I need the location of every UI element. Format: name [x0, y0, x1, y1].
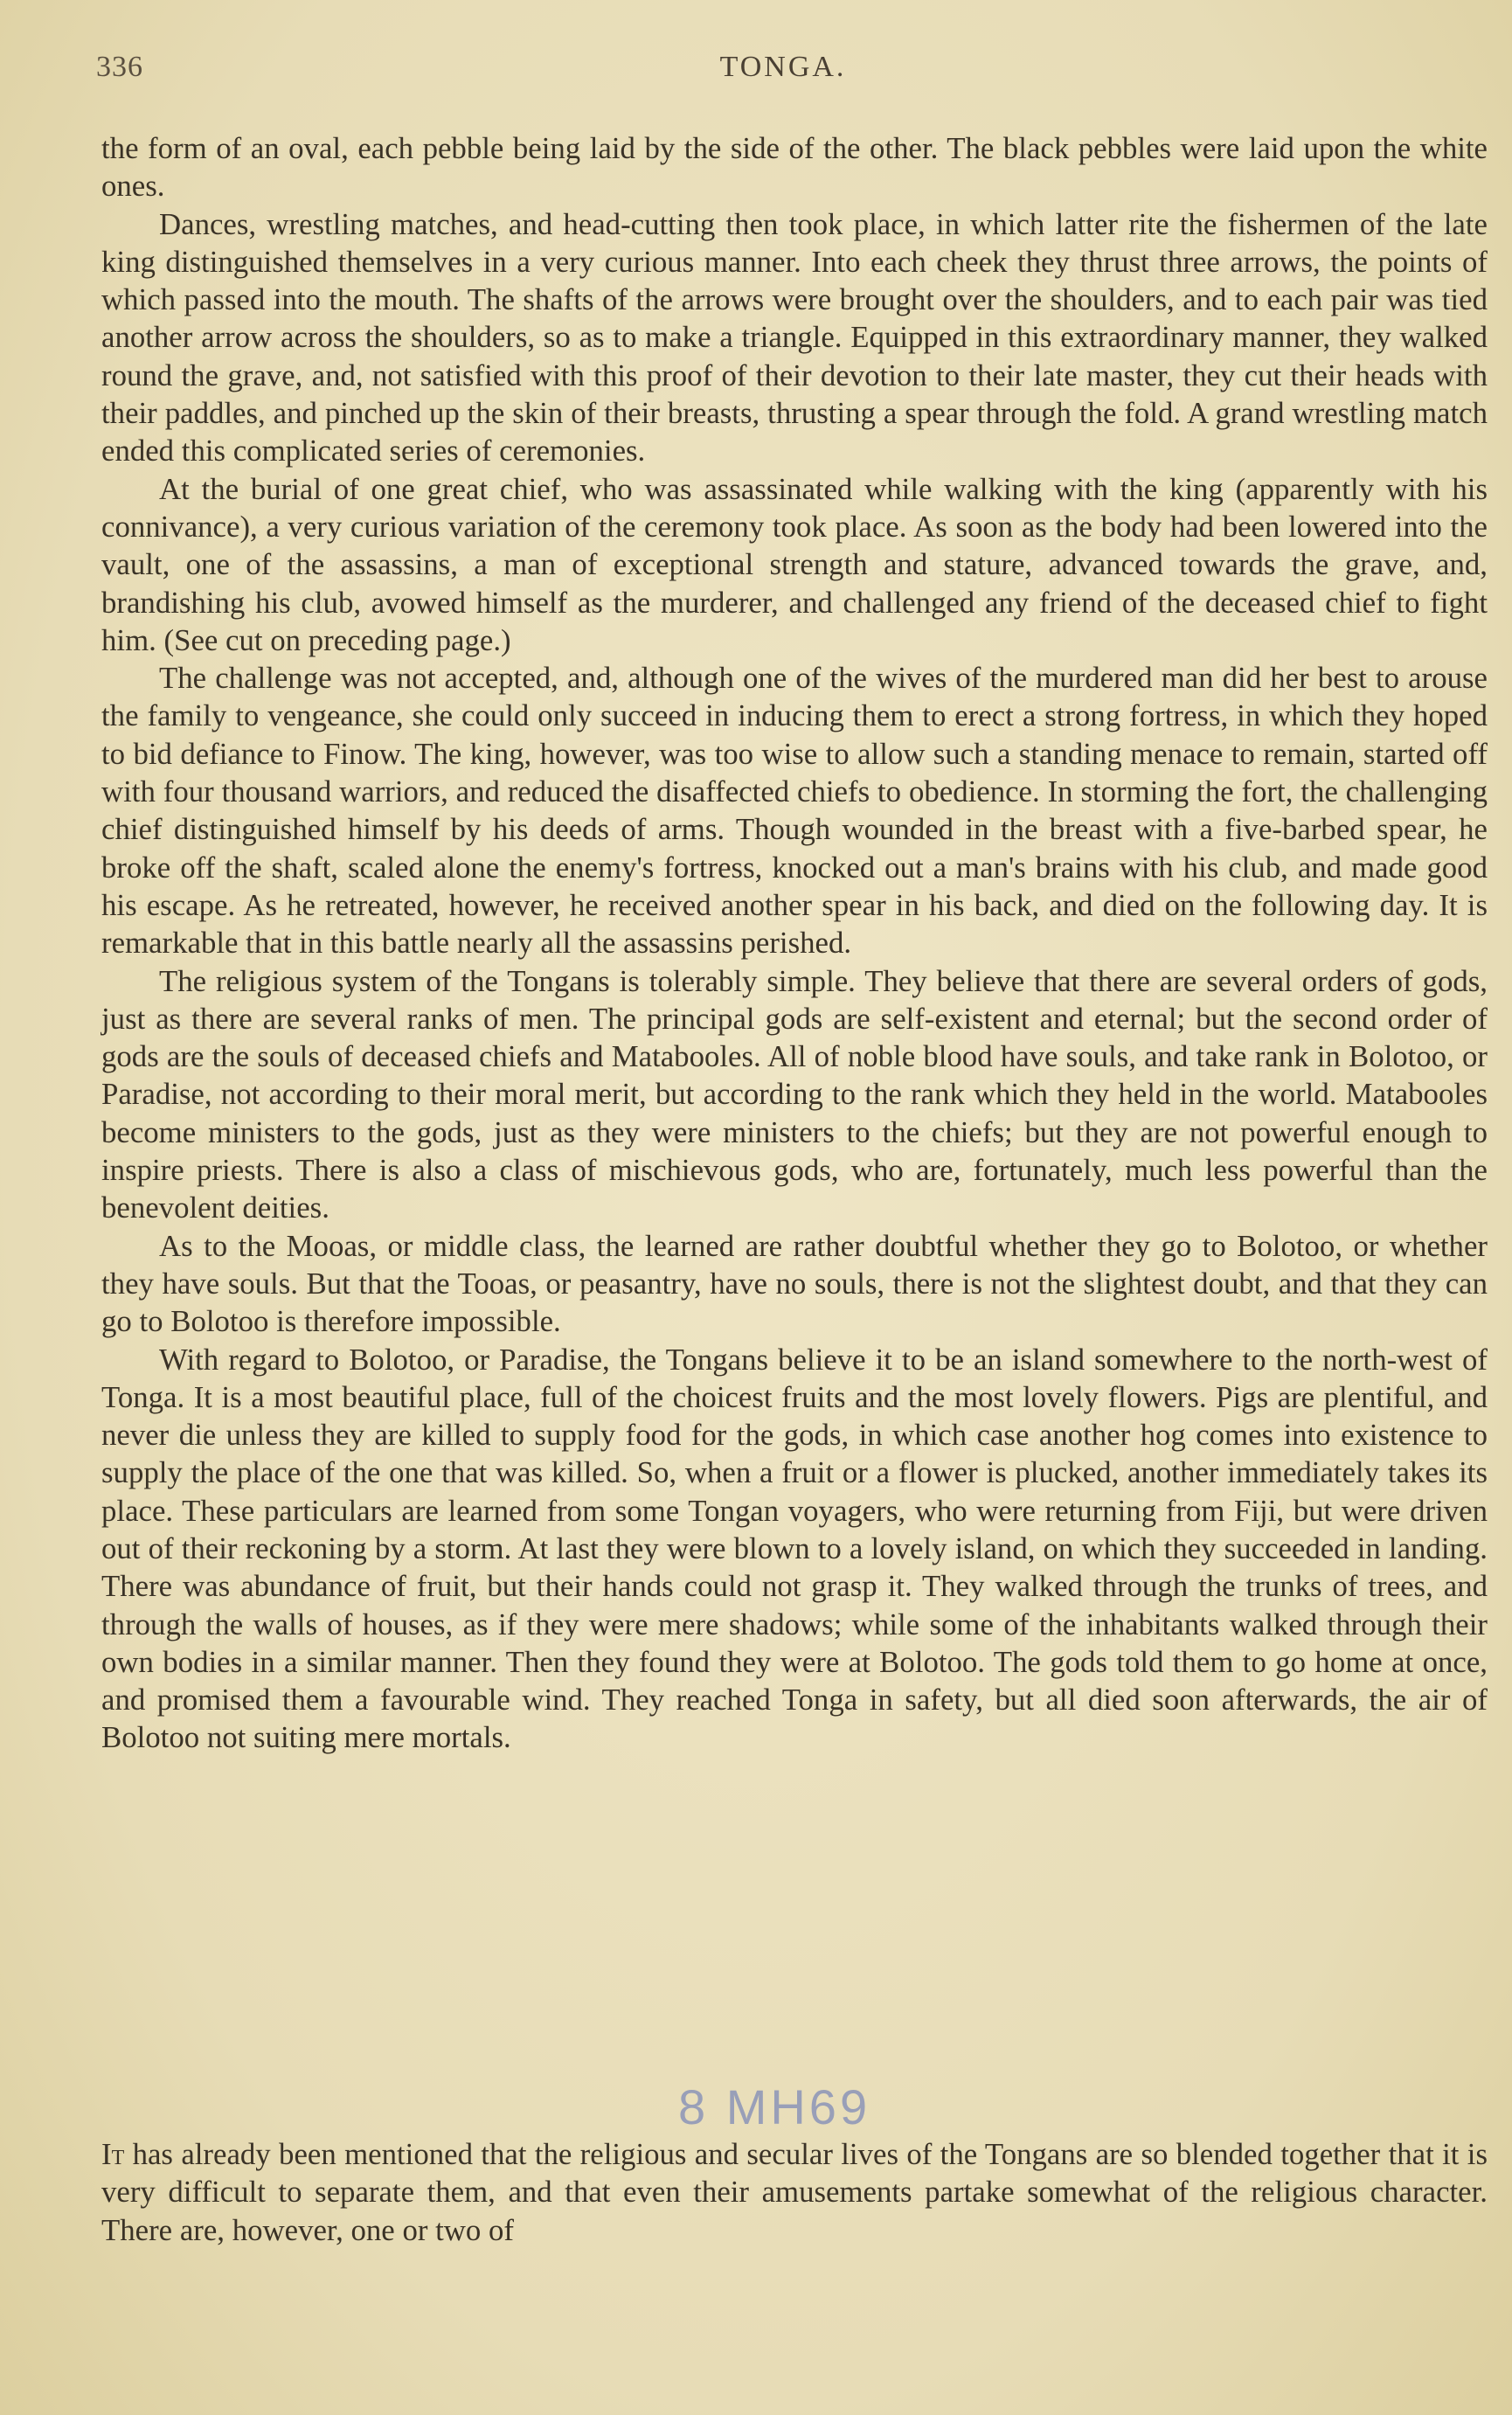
section-lead-word: It: [101, 2137, 125, 2171]
page-number: 336: [96, 51, 143, 83]
paragraph: With regard to Bolotoo, or Paradise, the Tongans believe it to be an island somewhere to the north-west of Tonga. It is a most beautiful place, full of the choicest fruits and the most lovely flowers. Pigs are plentiful, and never die unless they are killed to supply food for the gods, in which case another hog comes into existence to supply the place of the one that was killed. So, when a fruit or a flower is plucked, another immediately takes its place. These particulars are learned from some Tongan voyagers, who were returning from Fiji, but were driven out of their reckoning by a storm. At last they were blown to a lovely island, on which they succeeded in landing. There was abundance of fruit, but their hands could not grasp it. They walked through the trunks of trees, and through the walls of houses, as if they were mere shadows; while some of the inhabitants walked through their own bodies in a similar manner. Then they found they were at Bolotoo. The gods told them to go home at once, and promised them a favourable wind. They reached Tonga in safety, but all died soon afterwards, the air of Bolotoo not suiting mere mortals.: [101, 1342, 1488, 1755]
paragraph: The challenge was not accepted, and, although one of the wives of the murdered man did her best to arouse the family to vengeance, she could only succeed in inducing them to erect a strong fortress, in which they hoped to bid defiance to Finow. The king, however, was too wise to allow such a standing menace to remain, started off with four thousand warriors, and reduced the disaffected chiefs to obedience. In storming the fort, the challenging chief distinguished himself by his deeds of arms. Though wounded in the breast with a five-barbed spear, he broke off the shaft, scaled alone the enemy's fortress, knocked out a man's brains with his club, and made good his escape. As he retreated, however, he received another spear in his back, and died on the following day. It is remarkable that in this battle nearly all the assassins perished.: [101, 661, 1488, 961]
paragraph: Dances, wrestling matches, and head-cutting then took place, in which latter rite the fishermen of the late king distinguished themselves in a very curious manner. Into each cheek they thrust three arrows, the points of which passed into the mouth. The shafts of the arrows were brought over the shoulders, and to each pair was tied another arrow across the shoulders, so as to make a triangle. Equipped in this extraordinary manner, they walked round the grave, and, not satisfied with this proof of their devotion to their late master, they cut their heads with their paddles, and pinched up the skin of their breasts, thrusting a spear through the fold. A grand wrestling match ended this complicated series of ceremonies.: [101, 206, 1488, 468]
section-opening-paragraph: [101, 2135, 1488, 2249]
paragraph: At the burial of one great chief, who was assassinated while walking with the king (apparently with his connivance), a very curious variation of the ceremony took place. As soon as the body had been lowered into the vault, one of the assassins, a man of exceptional strength and stature, advanced towards the grave, and, brandishing his club, avowed himself as the murderer, and challenged any friend of the deceased chief to fight him. (See cut on preceding page.): [101, 471, 1488, 657]
library-stamp: 8 MH69: [678, 2079, 871, 2134]
running-head: [93, 51, 1474, 93]
paragraph: the form of an oval, each pebble being laid by the side of the other. The black pebbles were laid upon the white ones.: [101, 131, 1488, 204]
paragraph: As to the Mooas, or middle class, the learned are rather doubtful whether they go to Bolotoo, or whether they have souls. But that the Tooas, or peasantry, have no souls, there is not the slightest doubt, and that they can go to Bolotoo is therefore impossible.: [101, 1228, 1488, 1339]
running-title: TONGA.: [719, 51, 847, 83]
section-opening-text: has already been mentioned that the religious and secular lives of the Tongans are so blended together that it is very difficult to separate them, and that even their amusements partake somewhat of the religious character. There are, however, one or two of: [101, 2137, 1488, 2247]
paragraph: The religious system of the Tongans is tolerably simple. They believe that there are several orders of gods, just as there are several ranks of men. The principal gods are self-existent and eternal; but the second order of gods are the souls of deceased chiefs and Matabooles. All of noble blood have souls, and take rank in Bolotoo, or Paradise, not according to their moral merit, but according to the rank which they held in the world. Matabooles become ministers to the gods, just as they were ministers to the chiefs; but they are not powerful enough to inspire priests. There is also a class of mischievous gods, who are, fortunately, much less powerful than the benevolent deities.: [101, 963, 1488, 1225]
body-text: [101, 129, 1488, 1757]
